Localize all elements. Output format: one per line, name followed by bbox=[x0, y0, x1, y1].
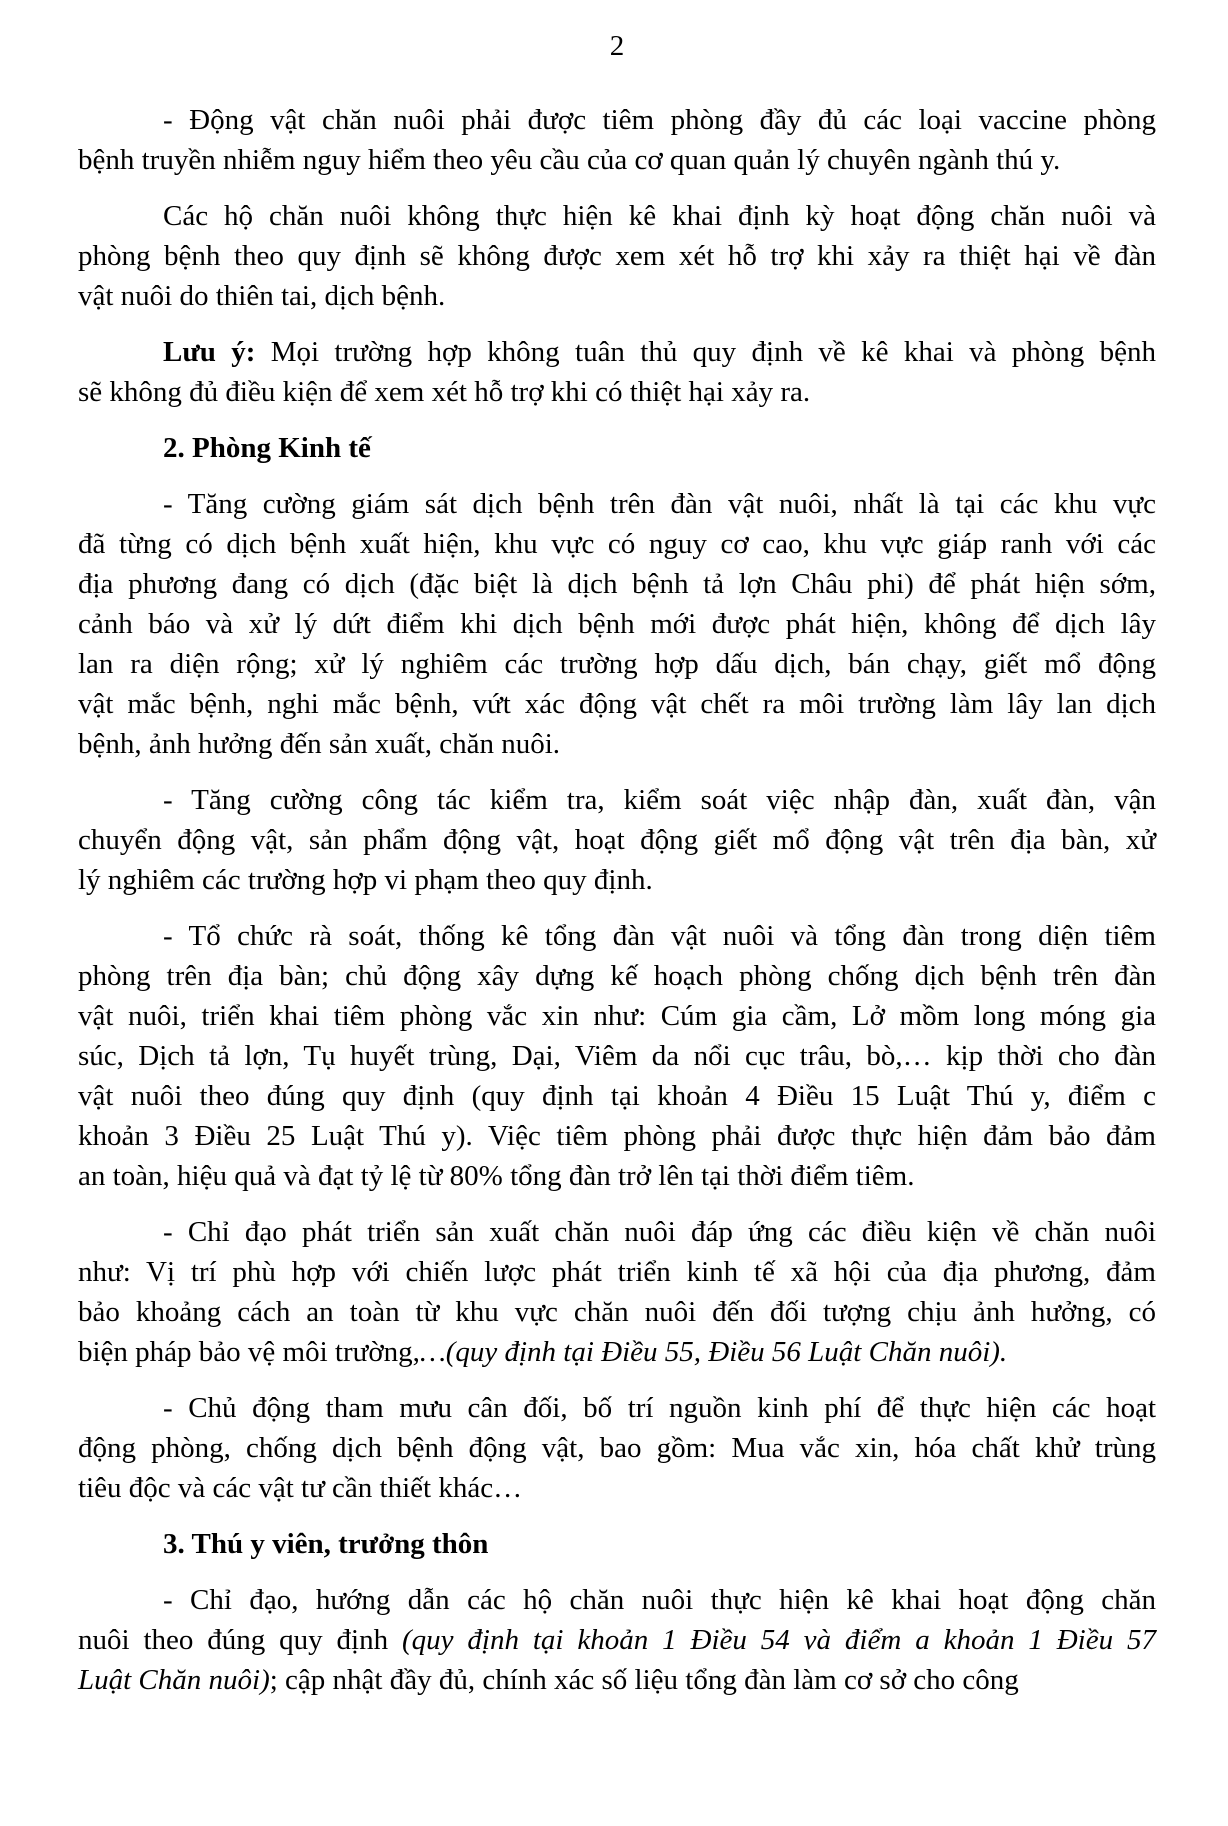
text-run: phòng bệnh theo quy định sẽ không được xem xét hỗ trợ khi xảy ra thiệt hại về đàn bbox=[78, 240, 1156, 272]
text-run: tiêu độc và các vật tư cần thiết khác… bbox=[78, 1472, 523, 1504]
text-run: biện pháp bảo vệ môi trường, bbox=[78, 1336, 420, 1368]
text-line bbox=[78, 820, 1156, 860]
text-line bbox=[78, 1332, 1156, 1372]
section-heading bbox=[78, 1524, 1156, 1564]
text-run: chuyển động vật, sản phẩm động vật, hoạt động giết mổ động vật trên địa bàn, xử bbox=[78, 824, 1156, 856]
paragraph bbox=[78, 332, 1156, 412]
document-body bbox=[78, 100, 1156, 1700]
text-line bbox=[78, 524, 1156, 564]
text-run: như: Vị trí phù hợp với chiến lược phát triển kinh tế xã hội của địa phương, đảm bbox=[78, 1256, 1156, 1288]
text-line bbox=[78, 564, 1156, 604]
text-run: địa phương đang có dịch (đặc biệt là dịch bệnh tả lợn Châu phi) để phát hiện sớm, bbox=[78, 568, 1156, 600]
text-run: bệnh, ảnh hưởng đến sản xuất, chăn nuôi. bbox=[78, 728, 561, 760]
text-line bbox=[78, 644, 1156, 684]
text-line bbox=[78, 196, 1156, 236]
paragraph bbox=[78, 1212, 1156, 1372]
text-run: phòng trên địa bàn; chủ động xây dựng kế hoạch phòng chống dịch bệnh trên đàn bbox=[78, 960, 1156, 992]
text-line bbox=[78, 1428, 1156, 1468]
text-line bbox=[78, 724, 1156, 764]
text-line bbox=[78, 484, 1156, 524]
text-line bbox=[78, 996, 1156, 1036]
text-run: - Chỉ đạo, hướng dẫn các hộ chăn nuôi thực hiện kê khai hoạt động chăn bbox=[163, 1584, 1156, 1616]
text-run: an toàn, hiệu quả và đạt tỷ lệ từ 80% tổng đàn trở lên tại thời điểm tiêm. bbox=[78, 1160, 915, 1192]
text-run: bảo khoảng cách an toàn từ khu vực chăn nuôi đến đối tượng chịu ảnh hưởng, có bbox=[78, 1296, 1156, 1328]
text-line bbox=[78, 604, 1156, 644]
text-run: - Tăng cường công tác kiểm tra, kiểm soát việc nhập đàn, xuất đàn, vận bbox=[163, 784, 1156, 816]
text-line bbox=[78, 1468, 1156, 1508]
text-run: Các hộ chăn nuôi không thực hiện kê khai định kỳ hoạt động chăn nuôi và bbox=[163, 200, 1156, 232]
paragraph bbox=[78, 916, 1156, 1196]
text-run: vật nuôi do thiên tai, dịch bệnh. bbox=[78, 280, 446, 312]
text-line bbox=[78, 684, 1156, 724]
text-line bbox=[78, 1036, 1156, 1076]
text-line bbox=[78, 276, 1156, 316]
text-line bbox=[78, 1660, 1156, 1700]
text-line bbox=[78, 140, 1156, 180]
paragraph bbox=[78, 1388, 1156, 1508]
text-run: 2. Phòng Kinh tế bbox=[163, 432, 371, 464]
text-run: - Chủ động tham mưu cân đối, bố trí nguồn kinh phí để thực hiện các hoạt bbox=[163, 1392, 1156, 1424]
italic-run: …(quy định tại Điều 55, Điều 56 Luật Chăn nuôi). bbox=[419, 1336, 1008, 1368]
text-line bbox=[78, 780, 1156, 820]
text-line bbox=[78, 1252, 1156, 1292]
text-line bbox=[78, 1524, 1156, 1564]
text-line bbox=[78, 1580, 1156, 1620]
text-run: 3. Thú y viên, trưởng thôn bbox=[163, 1528, 489, 1560]
italic-run: Luật Chăn nuôi) bbox=[78, 1664, 270, 1696]
text-line bbox=[78, 428, 1156, 468]
text-line bbox=[78, 860, 1156, 900]
text-line bbox=[78, 1076, 1156, 1116]
paragraph bbox=[78, 196, 1156, 316]
text-run: sẽ không đủ điều kiện để xem xét hỗ trợ khi có thiệt hại xảy ra. bbox=[78, 376, 811, 408]
text-run: súc, Dịch tả lợn, Tụ huyết trùng, Dại, Viêm da nổi cục trâu, bò,… kịp thời cho đàn bbox=[78, 1040, 1156, 1072]
text-run: nuôi theo đúng quy định bbox=[78, 1624, 402, 1656]
paragraph bbox=[78, 484, 1156, 764]
text-line bbox=[78, 1292, 1156, 1332]
section-heading bbox=[78, 428, 1156, 468]
text-line bbox=[78, 1116, 1156, 1156]
text-run: - Chỉ đạo phát triển sản xuất chăn nuôi đáp ứng các điều kiện về chăn nuôi bbox=[163, 1216, 1156, 1248]
text-line bbox=[78, 956, 1156, 996]
paragraph bbox=[78, 1580, 1156, 1700]
text-run: Mọi trường hợp không tuân thủ quy định về kê khai và phòng bệnh bbox=[255, 336, 1157, 368]
text-run: - Tổ chức rà soát, thống kê tổng đàn vật nuôi và tổng đàn trong diện tiêm bbox=[163, 920, 1156, 952]
text-run: bệnh truyền nhiễm nguy hiểm theo yêu cầu của cơ quan quản lý chuyên ngành thú y. bbox=[78, 144, 1061, 176]
text-line bbox=[78, 100, 1156, 140]
text-line bbox=[78, 1388, 1156, 1428]
text-run: cảnh báo và xử lý dứt điểm khi dịch bệnh mới được phát hiện, không để dịch lây bbox=[78, 608, 1156, 640]
paragraph bbox=[78, 780, 1156, 900]
text-line bbox=[78, 1156, 1156, 1196]
text-line bbox=[78, 332, 1156, 372]
text-run: động phòng, chống dịch bệnh động vật, bao gồm: Mua vắc xin, hóa chất khử trùng bbox=[78, 1432, 1156, 1464]
page-number: 2 bbox=[609, 30, 625, 62]
text-line bbox=[78, 916, 1156, 956]
text-run: lý nghiêm các trường hợp vi phạm theo quy định. bbox=[78, 864, 653, 896]
bold-run: Lưu ý: bbox=[163, 336, 256, 368]
text-line bbox=[78, 372, 1156, 412]
italic-run: (quy định tại khoản 1 Điều 54 và điểm a khoản 1 Điều 57 bbox=[402, 1624, 1156, 1656]
text-run: đã từng có dịch bệnh xuất hiện, khu vực có nguy cơ cao, khu vực giáp ranh với các bbox=[78, 528, 1156, 560]
text-run: vật mắc bệnh, nghi mắc bệnh, vứt xác động vật chết ra môi trường làm lây lan dịch bbox=[78, 688, 1156, 720]
text-run: khoản 3 Điều 25 Luật Thú y). Việc tiêm phòng phải được thực hiện đảm bảo đảm bbox=[78, 1120, 1156, 1152]
text-run: - Động vật chăn nuôi phải được tiêm phòng đầy đủ các loại vaccine phòng bbox=[163, 104, 1156, 136]
text-line bbox=[78, 236, 1156, 276]
text-line bbox=[78, 1620, 1156, 1660]
text-run: - Tăng cường giám sát dịch bệnh trên đàn vật nuôi, nhất là tại các khu vực bbox=[163, 488, 1156, 520]
text-run: vật nuôi theo đúng quy định (quy định tại khoản 4 Điều 15 Luật Thú y, điểm c bbox=[78, 1080, 1156, 1112]
paragraph bbox=[78, 100, 1156, 180]
text-line bbox=[78, 1212, 1156, 1252]
text-run: ; cập nhật đầy đủ, chính xác số liệu tổng đàn làm cơ sở cho công bbox=[269, 1664, 1019, 1696]
text-run: vật nuôi, triển khai tiêm phòng vắc xin như: Cúm gia cầm, Lở mồm long móng gia bbox=[78, 1000, 1156, 1032]
text-run: lan ra diện rộng; xử lý nghiêm các trường hợp dấu dịch, bán chạy, giết mổ động bbox=[78, 648, 1156, 680]
